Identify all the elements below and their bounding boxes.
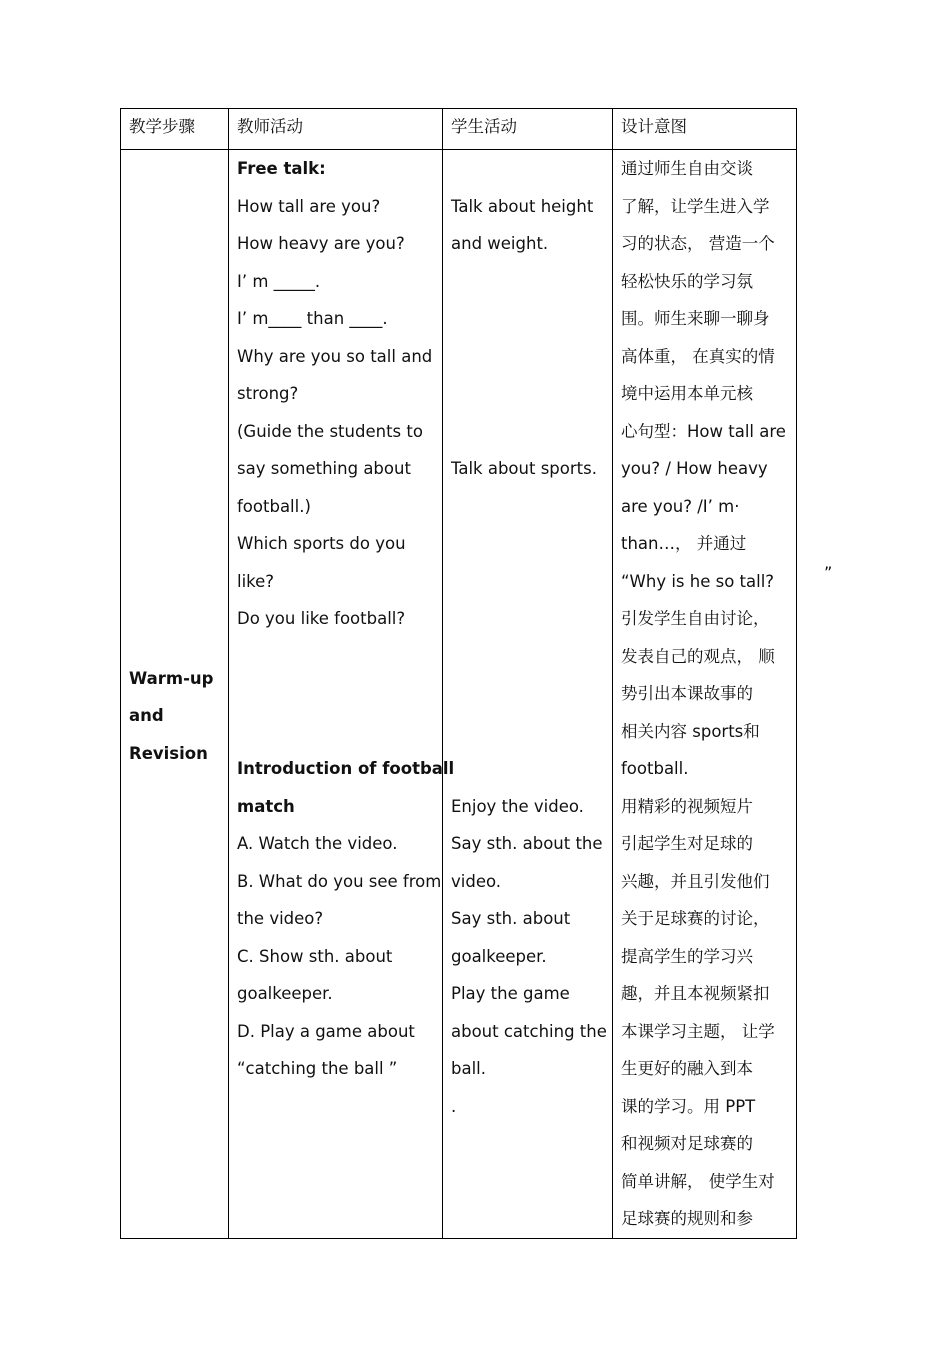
- teacher-activity-line: Which sports do you: [237, 534, 406, 553]
- teacher-activity-line: match: [237, 796, 295, 816]
- design-intent-line: 势引出本课故事的: [621, 684, 753, 703]
- design-intent-line: 和视频对足球赛的: [621, 1134, 753, 1153]
- student-activity-line: Enjoy the video.: [451, 796, 584, 816]
- student-activity-line: about catching the: [451, 1021, 607, 1041]
- teacher-activity-line: [237, 675, 434, 713]
- student-activity-line: [451, 263, 604, 301]
- design-intent-line: are you? /I’ m·: [621, 496, 740, 516]
- header-teacher-activity: 教师活动: [229, 109, 443, 150]
- teacher-activity-line: B. What do you see from: [237, 871, 442, 891]
- stage-line: Warm-up: [129, 668, 214, 688]
- teacher-activity-line: “catching the ball ”: [237, 1059, 398, 1078]
- design-intent-line: 足球赛的规则和参: [621, 1209, 753, 1228]
- design-intent-line: 引起学生对足球的: [621, 834, 753, 853]
- teacher-activity-line: I’ m____ than ____.: [237, 309, 388, 328]
- table-header-row: [121, 109, 797, 150]
- stray-quote-mark: ”: [824, 563, 833, 582]
- student-activity-line: [451, 413, 604, 451]
- header-student-activity: 学生活动: [443, 109, 613, 150]
- teacher-activity-line: How tall are you?: [237, 196, 381, 216]
- design-intent-line: 围。师生来聊一聊身: [621, 309, 770, 328]
- teacher-activity-line: D. Play a game about: [237, 1021, 415, 1041]
- student-activity-line: [451, 713, 604, 751]
- student-activity-line: [451, 338, 604, 376]
- student-activity-line: [451, 600, 604, 638]
- student-activity-line: goalkeeper.: [451, 946, 547, 966]
- design-intent-line: 关于足球赛的讨论，: [621, 909, 770, 928]
- teacher-activity-line: C. Show sth. about: [237, 946, 393, 966]
- design-intent-line: “Why is he so tall?: [621, 571, 775, 591]
- teacher-activity-line: football.): [237, 496, 311, 516]
- design-intent-line: 生更好的融入到本: [621, 1059, 753, 1078]
- header-design-intent: 设计意图: [613, 109, 797, 150]
- student-activity-line: Play the game: [451, 984, 570, 1003]
- student-activity-line: and weight.: [451, 234, 549, 253]
- design-intent-line: you? / How heavy: [621, 459, 768, 478]
- student-activity-line: [451, 525, 604, 563]
- teacher-activity-line: [237, 713, 434, 751]
- header-teaching-step: 教学步骤: [121, 109, 229, 150]
- student-activity-line: [451, 300, 604, 338]
- teacher-activity-line: strong?: [237, 384, 299, 403]
- teacher-activity-line: A. Watch the video.: [237, 834, 398, 853]
- stage-label: [129, 660, 220, 773]
- stage-line: and: [129, 706, 164, 725]
- teacher-activity-line: Do you like football?: [237, 609, 406, 628]
- student-activity-cell: [443, 150, 613, 1239]
- student-activity-line: [451, 150, 604, 188]
- design-intent-line: 提高学生的学习兴: [621, 946, 753, 966]
- design-intent-line: 发表自己的观点， 顺: [621, 646, 775, 666]
- design-intent-line: 境中运用本单元核: [621, 384, 753, 403]
- teacher-activity-line: [237, 638, 434, 676]
- student-activity-line: [451, 675, 604, 713]
- teacher-activity-line: goalkeeper.: [237, 984, 333, 1003]
- lesson-plan-table: [120, 108, 797, 1239]
- student-activity-line: Talk about sports.: [451, 459, 597, 478]
- design-intent-line: 本课学习主题， 让学: [621, 1021, 775, 1041]
- teacher-activity-line: like?: [237, 571, 275, 591]
- student-activity-line: .: [451, 1096, 457, 1116]
- design-intent-line: 趣，并且本视频紧扣: [621, 984, 770, 1003]
- teacher-activity-cell: [229, 150, 455, 1239]
- student-activity-line: [451, 375, 604, 413]
- design-intent-line: 简单讲解， 使学生对: [621, 1171, 775, 1191]
- teacher-activity-line: Why are you so tall and: [237, 346, 433, 366]
- student-activity-line: [451, 488, 604, 526]
- student-activity-line: [451, 638, 604, 676]
- table-row: [121, 150, 797, 1239]
- student-activity-line: [451, 750, 604, 788]
- design-intent-line: than…， 并通过: [621, 534, 747, 553]
- student-activity-line: Say sth. about: [451, 909, 571, 928]
- teacher-activity-line: (Guide the students to: [237, 421, 423, 441]
- design-intent-line: 轻松快乐的学习氛: [621, 271, 753, 291]
- design-intent-line: 了解，让学生进入学: [621, 196, 770, 216]
- teacher-activity-line: say something about: [237, 459, 411, 478]
- design-intent-line: 心句型：How tall are: [621, 421, 786, 441]
- design-intent-line: 兴趣，并且引发他们: [621, 871, 770, 891]
- stage-line: Revision: [129, 743, 208, 763]
- design-intent-line: 引发学生自由讨论，: [621, 609, 770, 628]
- design-intent-line: 高体重， 在真实的情: [621, 346, 775, 366]
- teacher-activity-line: I’ m _____.: [237, 271, 321, 291]
- design-intent-line: 课的学习。用 PPT: [621, 1096, 756, 1116]
- design-intent-line: football.: [621, 759, 689, 778]
- design-intent-cell: [613, 150, 797, 1239]
- design-intent-line: 通过师生自由交谈: [621, 159, 753, 178]
- teacher-activity-line: Introduction of football: [237, 759, 455, 778]
- teacher-activity-line: the video?: [237, 909, 324, 928]
- student-activity-line: video.: [451, 871, 502, 891]
- design-intent-line: 用精彩的视频短片: [621, 796, 753, 816]
- design-intent-line: 相关内容 sports和: [621, 721, 760, 741]
- stage-cell: [121, 150, 229, 1239]
- student-activity-line: Talk about height: [451, 196, 594, 216]
- design-intent-line: 习的状态， 营造一个: [621, 234, 775, 253]
- student-activity-line: ball.: [451, 1059, 486, 1078]
- student-activity-line: [451, 563, 604, 601]
- student-activity-line: Say sth. about the: [451, 834, 603, 853]
- teacher-activity-line: Free talk:: [237, 159, 326, 178]
- teacher-activity-line: How heavy are you?: [237, 234, 405, 253]
